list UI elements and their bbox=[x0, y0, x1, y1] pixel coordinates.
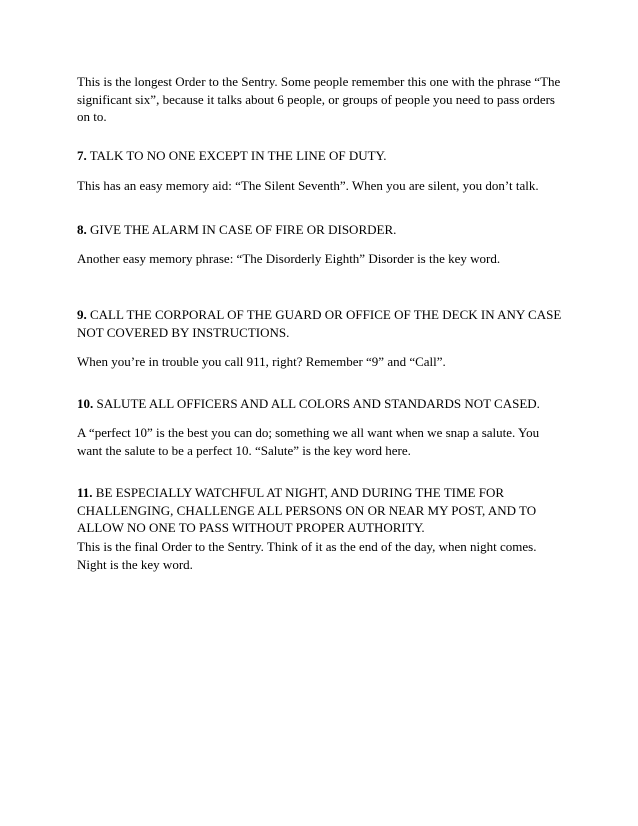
order-10-heading bbox=[77, 395, 567, 413]
order-9-number: 9. bbox=[77, 307, 87, 322]
order-11-explanation: This is the final Order to the Sentry. Think of it as the end of the day, when night comes. Night is the key word. bbox=[77, 539, 537, 572]
order-9-heading bbox=[77, 306, 567, 341]
order-10-text: SALUTE ALL OFFICERS AND ALL COLORS AND STANDARDS NOT CASED. bbox=[96, 396, 540, 411]
order-7-number: 7. bbox=[77, 148, 87, 163]
order-8-explanation: Another easy memory phrase: “The Disorderly Eighth” Disorder is the key word. bbox=[77, 251, 501, 266]
order-7-text: TALK TO NO ONE EXCEPT IN THE LINE OF DUTY. bbox=[89, 148, 387, 163]
order-11-text: BE ESPECIALLY WATCHFUL AT NIGHT, AND DURING THE TIME FOR CHALLENGING, CHALLENGE ALL PERSONS ON OR NEAR MY POST, AND TO ALLOW NO ONE TO PASS WITHOUT PROPER AUTHORITY. bbox=[77, 485, 537, 535]
order-9-explanation: When you’re in trouble you call 911, right? Remember “9” and “Call”. bbox=[77, 354, 446, 369]
order-11-heading bbox=[77, 484, 567, 537]
order-7-heading bbox=[77, 147, 567, 165]
order-8-number: 8. bbox=[77, 222, 87, 237]
order-8-heading bbox=[77, 221, 567, 239]
order-7-explanation: This has an easy memory aid: “The Silent Seventh”. When you are silent, you don’t talk. bbox=[77, 178, 539, 193]
order-10-explanation: A “perfect 10” is the best you can do; something we all want when we snap a salute. You want the salute to be a perfect 10. “Salute” is the key word here. bbox=[77, 425, 540, 458]
intro-paragraph: This is the longest Order to the Sentry. Some people remember this one with the phrase “The significant six”, because it talks about 6 people, or groups of people you need to pass orders on to. bbox=[77, 74, 561, 124]
order-8-text: GIVE THE ALARM IN CASE OF FIRE OR DISORDER. bbox=[90, 222, 397, 237]
order-11-number: 11. bbox=[77, 485, 93, 500]
order-10-number: 10. bbox=[77, 396, 94, 411]
order-9-text: CALL THE CORPORAL OF THE GUARD OR OFFICE OF THE DECK IN ANY CASE NOT COVERED BY INSTRUCTIONS. bbox=[77, 307, 562, 340]
